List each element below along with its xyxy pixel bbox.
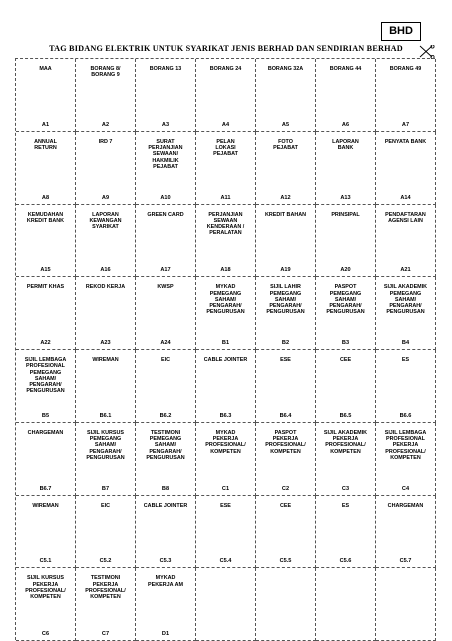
tag-cell bbox=[376, 568, 436, 641]
tag-code: B6.2 bbox=[159, 412, 172, 419]
tag-label: SIJIL KURSUS PEKERJA PROFESIONAL/ KOMPETEN bbox=[25, 575, 66, 601]
tag-cell bbox=[76, 277, 136, 350]
tag-code: A22 bbox=[40, 340, 51, 346]
tag-label: SIJIL AKADEMIK PEKERJA PROFESIONAL/ KOMPETEN bbox=[323, 429, 368, 455]
tag-code: A23 bbox=[100, 340, 111, 346]
tag-code: B5 bbox=[41, 412, 50, 419]
tag-code: C6 bbox=[41, 631, 50, 637]
tag-label: BORANG 13 bbox=[149, 66, 182, 72]
tag-code: A24 bbox=[160, 340, 171, 346]
tag-code: D1 bbox=[161, 631, 170, 637]
tag-cell bbox=[196, 59, 256, 132]
tag-label: EIC bbox=[161, 357, 170, 363]
tag-code: A11 bbox=[220, 194, 231, 201]
tag-cell bbox=[376, 205, 436, 278]
tag-label: ES bbox=[341, 502, 350, 509]
tag-label: BORANG 44 bbox=[329, 66, 362, 72]
tag-cell bbox=[16, 277, 76, 350]
tag-cell bbox=[316, 350, 376, 423]
tag-label: ESE bbox=[280, 357, 291, 363]
tag-code: C5.2 bbox=[99, 558, 112, 565]
tag-code: A7 bbox=[401, 121, 410, 128]
tag-label: MYKAD PEKERJA AM bbox=[148, 575, 183, 588]
tag-cell bbox=[136, 568, 196, 641]
tag-cell bbox=[316, 59, 376, 132]
tag-label: REKOD KERJA bbox=[85, 284, 126, 291]
tag-code: A17 bbox=[160, 267, 171, 274]
tag-code: A6 bbox=[341, 121, 350, 128]
tag-label: SIJIL LEMBAGA PROFESIONAL PEMEGANG SAHAM/ PENGARAH/ PENGURUSAN bbox=[24, 357, 67, 395]
tag-code: A13 bbox=[340, 194, 351, 201]
tag-cell bbox=[256, 277, 316, 350]
document-type-badge: BHD bbox=[381, 22, 421, 41]
tag-code: B2 bbox=[281, 340, 290, 346]
tag-label: BORANG 49 bbox=[389, 66, 422, 72]
tag-cell bbox=[16, 568, 76, 641]
tag-code: A2 bbox=[101, 121, 110, 128]
tag-label: FOTO PEJABAT bbox=[273, 138, 298, 152]
tag-cell bbox=[376, 423, 436, 496]
tag-label: BORANG 32A bbox=[267, 66, 304, 72]
tag-code: A18 bbox=[220, 267, 231, 274]
tag-code: A5 bbox=[281, 121, 290, 128]
tag-code: A16 bbox=[100, 267, 111, 274]
tag-cell bbox=[256, 496, 316, 569]
tag-cell bbox=[76, 205, 136, 278]
tag-label: SIJIL AKADEMIK PEMEGANG SAHAM/ PENGARAH/ PENGURUSAN bbox=[383, 284, 428, 316]
tag-code: B3 bbox=[341, 340, 350, 346]
tag-cell bbox=[376, 277, 436, 350]
tag-grid bbox=[15, 58, 435, 640]
tag-label: CEE bbox=[339, 357, 352, 363]
tag-label: CHARGEMAN bbox=[387, 502, 424, 509]
tag-code: A14 bbox=[400, 194, 411, 201]
tag-cell bbox=[316, 496, 376, 569]
tag-code: A15 bbox=[40, 267, 51, 274]
tag-label: KWSP bbox=[157, 284, 174, 291]
tag-label: CABLE JOINTER bbox=[143, 502, 188, 509]
tag-code: C5.1 bbox=[39, 558, 52, 565]
tag-cell bbox=[316, 132, 376, 205]
tag-code: A10 bbox=[160, 194, 171, 201]
tag-code: B6.5 bbox=[339, 412, 352, 419]
tag-cell bbox=[316, 277, 376, 350]
tag-code: A4 bbox=[221, 121, 230, 128]
tag-cell bbox=[196, 568, 256, 641]
tag-cell bbox=[16, 132, 76, 205]
scissors-icon bbox=[419, 45, 435, 59]
tag-code: A20 bbox=[340, 267, 351, 274]
tag-cell bbox=[16, 205, 76, 278]
tag-label: PASPOT PEKERJA PROFESIONAL/ KOMPETEN bbox=[265, 429, 306, 455]
tag-label: PERMIT KHAS bbox=[26, 284, 65, 291]
tag-cell bbox=[256, 132, 316, 205]
tag-cell bbox=[316, 205, 376, 278]
tag-label: LAPORAN BANK bbox=[332, 138, 359, 152]
tag-cell bbox=[256, 350, 316, 423]
tag-code: C7 bbox=[101, 631, 110, 637]
tag-label: BORANG 8/ BORANG 9 bbox=[90, 66, 121, 79]
tag-label: MYKAD PEMEGANG SAHAM/ PENGARAH/ PENGURUSAN bbox=[206, 284, 245, 316]
tag-cell bbox=[196, 423, 256, 496]
tag-cell bbox=[316, 568, 376, 641]
tag-code: A8 bbox=[41, 194, 50, 201]
tag-label: SIJIL LEMBAGA PROFESIONAL PEKERJA PROFESIONAL/ KOMPETEN bbox=[384, 429, 427, 461]
tag-cell bbox=[196, 350, 256, 423]
tag-cell bbox=[76, 59, 136, 132]
tag-code: B8 bbox=[161, 485, 170, 492]
tag-cell bbox=[376, 59, 436, 132]
tag-code: C3 bbox=[341, 485, 350, 492]
tag-label: WIREMAN bbox=[32, 502, 59, 509]
tag-code: C5.7 bbox=[399, 558, 412, 565]
tag-cell bbox=[376, 496, 436, 569]
tag-code: C4 bbox=[401, 485, 410, 492]
tag-cell bbox=[76, 496, 136, 569]
tag-cell bbox=[136, 496, 196, 569]
tag-label: SIJIL LAHIR PEMEGANG SAHAM/ PENGARAH/ PENGURUSAN bbox=[266, 284, 305, 316]
tag-cell bbox=[16, 350, 76, 423]
tag-label: LAPORAN KEWANGAN SYARIKAT bbox=[89, 211, 122, 231]
tag-code: B6.1 bbox=[99, 412, 112, 419]
tag-label: TESTIMONI PEMEGANG SAHAM/ PENGARAH/ PENGURUSAN bbox=[146, 429, 185, 461]
tag-code: B1 bbox=[221, 340, 230, 346]
tag-cell bbox=[76, 132, 136, 205]
tag-label: ANNUAL RETURN bbox=[34, 138, 57, 152]
tag-label: PELAN LOKASI PEJABAT bbox=[213, 138, 238, 158]
tag-label: SURAT PERJANJIAN SEWAAN/ HAKMILIK PEJABAT bbox=[148, 138, 183, 170]
tag-label: KEMUDAHAN KREDIT BANK bbox=[26, 211, 65, 224]
tag-label: PENDAFTARAN AGENSI LAIN bbox=[385, 211, 426, 224]
tag-label: PENYATA BANK bbox=[384, 138, 427, 145]
tag-code: B6.3 bbox=[219, 412, 232, 419]
tag-code: C5.6 bbox=[339, 558, 352, 565]
tag-label: MAA bbox=[39, 66, 52, 72]
tag-label: TESTIMONI PEKERJA PROFESIONAL/ KOMPETEN bbox=[85, 575, 126, 601]
tag-cell bbox=[136, 350, 196, 423]
tag-label: GREEN CARD bbox=[147, 211, 184, 218]
tag-cell bbox=[196, 205, 256, 278]
tag-label: PRINSIPAL bbox=[331, 211, 360, 218]
tag-cell bbox=[256, 568, 316, 641]
tag-cell bbox=[316, 423, 376, 496]
tag-code: A1 bbox=[41, 121, 50, 128]
tag-cell bbox=[256, 423, 316, 496]
tag-code: C5.3 bbox=[159, 558, 172, 565]
tag-label: KREDIT BAHAN bbox=[264, 211, 307, 218]
tag-label: ESE bbox=[220, 502, 231, 509]
tag-cell bbox=[16, 59, 76, 132]
tag-cell bbox=[256, 59, 316, 132]
tag-cell bbox=[76, 423, 136, 496]
tag-label: CABLE JOINTER bbox=[203, 357, 248, 363]
tag-cell bbox=[196, 132, 256, 205]
page-title: TAG BIDANG ELEKTRIK UNTUK SYARIKAT JENIS BERHAD DAN SENDIRIAN BERHAD bbox=[49, 44, 403, 53]
tag-label: CEE bbox=[279, 502, 292, 509]
tag-cell bbox=[16, 496, 76, 569]
tag-code: C5.5 bbox=[279, 558, 292, 565]
tag-label: IRD 7 bbox=[98, 138, 113, 145]
tag-label: SIJIL KURSUS PEMEGANG SAHAM/ PENGARAH/ PENGURUSAN bbox=[86, 429, 125, 461]
tag-cell bbox=[136, 132, 196, 205]
tag-code: A21 bbox=[400, 267, 411, 274]
tag-label: PASPOT PEMEGANG SAHAM/ PENGARAH/ PENGURUSAN bbox=[326, 284, 365, 316]
tag-code: B4 bbox=[401, 340, 410, 346]
tag-code: B6.7 bbox=[39, 485, 52, 492]
tag-cell bbox=[376, 350, 436, 423]
tag-code: B6.4 bbox=[279, 412, 292, 419]
tag-cell bbox=[196, 496, 256, 569]
tag-cell bbox=[76, 350, 136, 423]
tag-code: A12 bbox=[280, 194, 291, 201]
tag-cell bbox=[76, 568, 136, 641]
tag-code: C5.4 bbox=[219, 558, 232, 565]
tag-code: C1 bbox=[221, 485, 230, 492]
tag-code: B7 bbox=[101, 485, 110, 492]
tag-code: A9 bbox=[101, 194, 110, 201]
tag-label: EIC bbox=[101, 502, 110, 509]
tag-label: CHARGEMAN bbox=[27, 429, 64, 436]
tag-cell bbox=[256, 205, 316, 278]
tag-label: WIREMAN bbox=[92, 357, 119, 363]
tag-cell bbox=[16, 423, 76, 496]
tag-cell bbox=[136, 205, 196, 278]
tag-cell bbox=[136, 423, 196, 496]
tag-cell bbox=[196, 277, 256, 350]
tag-code: A3 bbox=[161, 121, 170, 128]
tag-cell bbox=[136, 277, 196, 350]
tag-cell bbox=[376, 132, 436, 205]
tag-label: ES bbox=[401, 357, 410, 363]
tag-label: PERJANJIAN SEWAAN KENDERAAN / PERALATAN bbox=[206, 211, 245, 237]
tag-code: C2 bbox=[281, 485, 290, 492]
tag-code: A19 bbox=[280, 267, 291, 274]
tag-label: BORANG 24 bbox=[209, 66, 242, 72]
tag-cell bbox=[136, 59, 196, 132]
tag-code: B6.6 bbox=[399, 412, 412, 419]
tag-label: MYKAD PEKERJA PROFESIONAL/ KOMPETEN bbox=[205, 429, 246, 455]
